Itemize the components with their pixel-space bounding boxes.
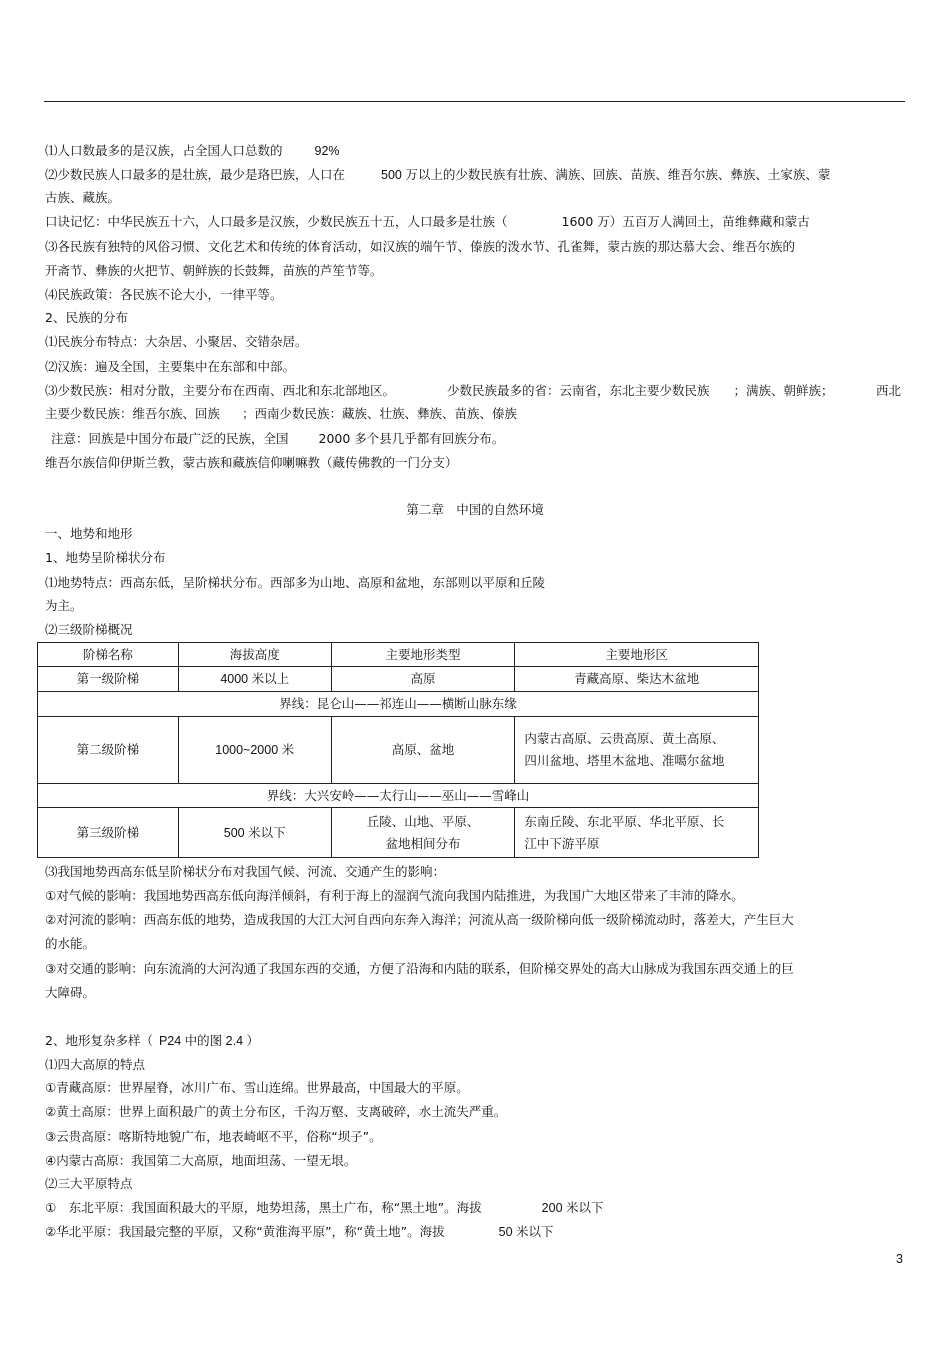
text-line: ① 东北平原：我国面积最大的平原，地势坦荡，黑土广布，称“黑土地”。海拔 200 米以下 <box>45 1200 604 1215</box>
text-line: ⑵三大平原特点 <box>45 1176 133 1191</box>
text-line: ⑴地势特点：西高东低，呈阶梯状分布。西部多为山地、高原和盆地，东部则以平原和丘陵 <box>45 575 546 590</box>
table-cell: 内蒙古高原、云贵高原、黄土高原、 四川盆地、塔里木盆地、准噶尔盆地 <box>515 717 759 784</box>
text-line: 大障碍。 <box>45 985 96 1000</box>
terrain-steps-table <box>37 642 759 858</box>
text-line: 口诀记忆：中华民族五十六，人口最多是汉族，少数民族五十五，人口最多是壮族（ 1600 万）五百万人满回土，苗维彝藏和蒙古 <box>45 214 810 229</box>
text-line: ⑵三级阶梯概况 <box>45 622 133 637</box>
table-row <box>38 667 759 692</box>
page-number: 3 <box>896 1252 903 1266</box>
boundary-row <box>38 784 759 808</box>
table-cell: 高原、盆地 <box>331 717 515 784</box>
text-line: 的水能。 <box>45 936 96 951</box>
table-header-cell: 海拔高度 <box>178 643 331 667</box>
table-header-cell: 主要地形区 <box>515 643 759 667</box>
text-line: ②华北平原：我国最完整的平原，又称“黄淮海平原”，称“黄土地”。海拔 50 米以下 <box>45 1224 554 1239</box>
table-row <box>38 808 759 858</box>
text-line: ②黄土高原：世界上面积最广的黄土分布区，千沟万壑、支离破碎，水土流失严重。 <box>45 1104 507 1119</box>
text-line: ⑴四大高原的特点 <box>45 1057 146 1072</box>
text-line: ⑵少数民族人口最多的是壮族，最少是珞巴族，人口在 500 万以上的少数民族有壮族、满族、回族、苗族、维吾尔族、彝族、土家族、蒙 <box>45 167 831 182</box>
table-cell: 第一级阶梯 <box>38 667 179 692</box>
subsection-heading: 1、地势呈阶梯状分布 <box>45 550 166 565</box>
text-line: ①青藏高原：世界屋脊，冰川广布、雪山连绵。世界最高，中国最大的平原。 <box>45 1080 469 1095</box>
table-cell: 第二级阶梯 <box>38 717 179 784</box>
table-cell: 1000~2000 米 <box>178 717 331 784</box>
text-line: ③对交通的影响：向东流淌的大河沟通了我国东西的交通，方便了沿海和内陆的联系，但阶梯交界处的高大山脉成为我国东西交通上的巨 <box>45 961 794 976</box>
text-line: ⑶我国地势西高东低呈阶梯状分布对我国气候、河流、交通产生的影响： <box>45 864 446 879</box>
text-line: ②对河流的影响：西高东低的地势，造成我国的大江大河自西向东奔入海洋；河流从高一级阶梯向低一级阶梯流动时，落差大，产生巨大 <box>45 912 794 927</box>
text-line: 主要少数民族：维吾尔族、回族 ；西南少数民族：藏族、壮族、彝族、苗族、傣族 <box>45 406 518 421</box>
table-cell: 第三级阶梯 <box>38 808 179 858</box>
subsection-heading: 2、地形复杂多样（ P24 中的图 2.4 ） <box>45 1033 260 1048</box>
text-line: 西北 <box>876 383 902 398</box>
table-header-row <box>38 643 759 667</box>
table-cell: 高原 <box>331 667 515 692</box>
table-cell: 东南丘陵、东北平原、华北平原、长 江中下游平原 <box>515 808 759 858</box>
boundary-cell: 界线：大兴安岭——太行山——巫山——雪峰山 <box>38 784 759 808</box>
table-header-cell: 主要地形类型 <box>331 643 515 667</box>
boundary-row <box>38 692 759 717</box>
text-line: 为主。 <box>45 598 83 613</box>
text-line: ⑴民族分布特点：大杂居、小聚居、交错杂居。 <box>45 334 308 349</box>
section-heading: 一、地势和地形 <box>45 526 133 541</box>
text-line: ⑴人口数最多的是汉族，占全国人口总数的 92% <box>45 143 340 158</box>
text-line: 注意：回族是中国分布最广泛的民族，全国 2000 多个县几乎都有回族分布。 <box>51 431 505 446</box>
text-line: 2、民族的分布 <box>45 310 128 325</box>
text-line: ⑶少数民族：相对分散，主要分布在西南、西北和东北部地区。 少数民族最多的省：云南省，东北主要少数民族 ；满族、朝鲜族； <box>45 383 834 398</box>
chapter-title: 第二章 中国的自然环境 <box>406 502 544 517</box>
boundary-cell: 界线：昆仑山——祁连山——横断山脉东缘 <box>38 692 759 717</box>
table-cell: 丘陵、山地、平原、 盆地相间分布 <box>331 808 515 858</box>
text-line: 开斋节、彝族的火把节、朝鲜族的长鼓舞，苗族的芦笙节等。 <box>45 263 383 278</box>
table-cell: 500 米以下 <box>178 808 331 858</box>
text-line: ③云贵高原：喀斯特地貌广布，地表崎岖不平，俗称“坝子”。 <box>45 1129 382 1144</box>
table-row <box>38 717 759 784</box>
text-line: ⑶各民族有独特的风俗习惯、文化艺术和传统的体育活动，如汉族的端午节、傣族的泼水节、孔雀舞，蒙古族的那达慕大会、维吾尔族的 <box>45 239 796 254</box>
table-cell: 青藏高原、柴达木盆地 <box>515 667 759 692</box>
text-line: ①对气候的影响：我国地势西高东低向海洋倾斜，有利于海上的湿润气流向我国内陆推进，为我国广大地区带来了丰沛的降水。 <box>45 888 744 903</box>
text-line: ⑵汉族：遍及全国，主要集中在东部和中部。 <box>45 359 296 374</box>
table-header-cell: 阶梯名称 <box>38 643 179 667</box>
text-line: 维吾尔族信仰伊斯兰教，蒙古族和藏族信仰喇嘛教（藏传佛教的一门分支） <box>45 455 458 470</box>
table-cell: 4000 米以上 <box>178 667 331 692</box>
text-line: ⑷民族政策：各民族不论大小，一律平等。 <box>45 287 283 302</box>
text-line: ④内蒙古高原：我国第二大高原，地面坦荡、一望无垠。 <box>45 1153 357 1168</box>
header-rule <box>44 101 905 102</box>
text-line: 古族、藏族。 <box>45 190 121 205</box>
